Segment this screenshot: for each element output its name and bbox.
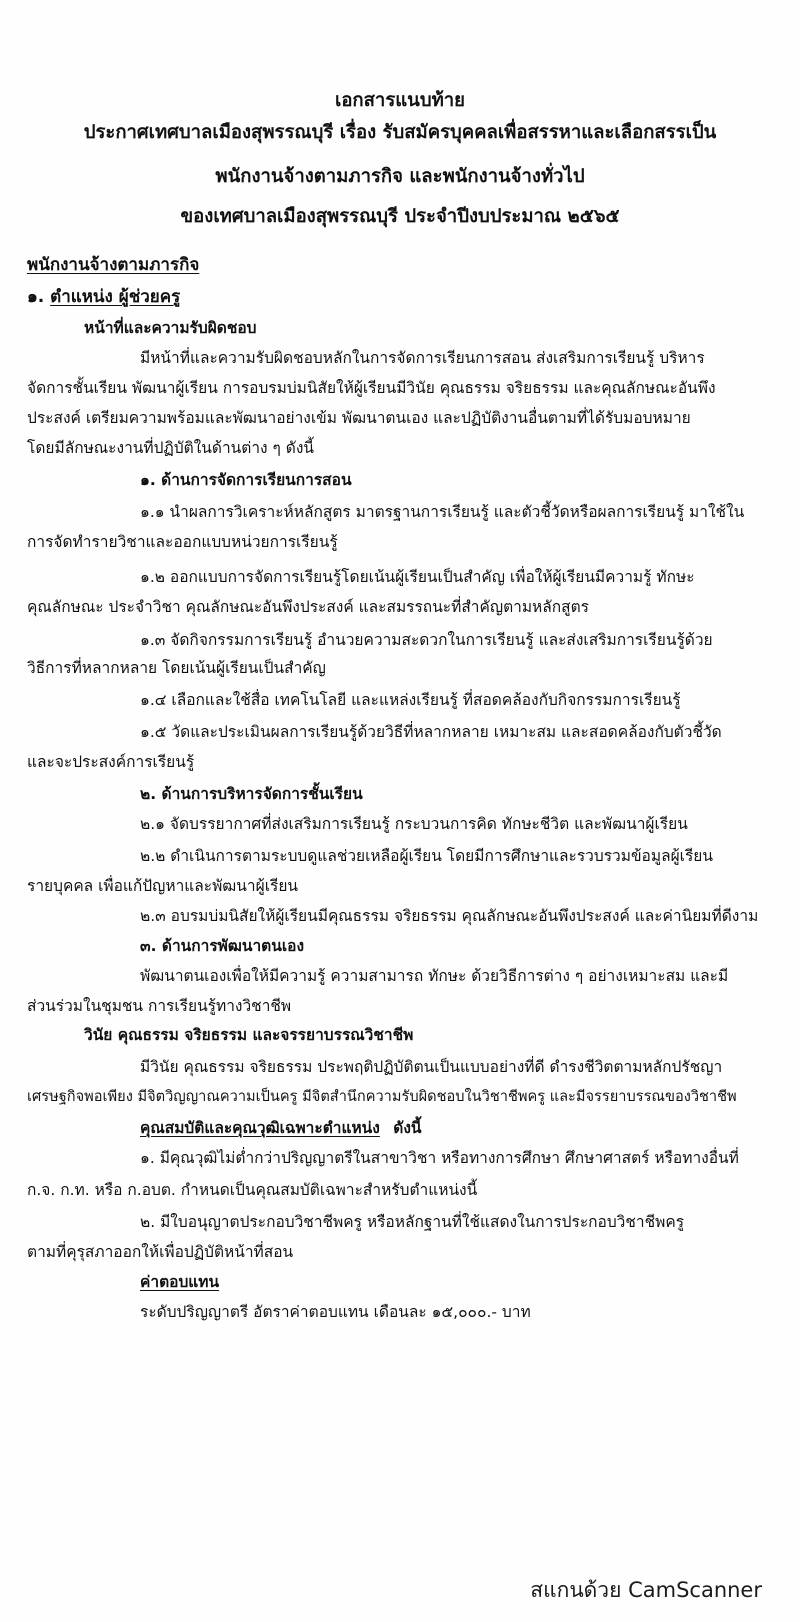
position-heading — [27, 287, 180, 307]
discipline-heading: วินัย คุณธรรม จริยธรรม และจรรยาบรรณวิชาชีพ — [84, 1026, 414, 1044]
group1-heading: ๑. ด้านการจัดการเรียนการสอน — [140, 471, 352, 489]
item-1-3-cont: วิธีการที่หลากหลาย โดยเน้นผู้เรียนเป็นสำคัญ — [27, 659, 326, 677]
duties-intro-line: จัดการชั้นเรียน พัฒนาผู้เรียน การอบรมบ่มนิสัยให้ผู้เรียนมีวินัย คุณธรรม จริยธรรม และคุณลักษณะอันพึง — [27, 379, 716, 397]
qualifications-heading — [140, 1118, 421, 1138]
item-2-1: ๒.๑ จัดบรรยากาศที่ส่งเสริมการเรียนรู้ กระบวนการคิด ทักษะชีวิต และพัฒนาผู้เรียน — [140, 815, 688, 833]
section-title: พนักงานจ้างตามภารกิจ — [27, 255, 200, 275]
qualifications-suffix: ดังนี้ — [393, 1119, 422, 1137]
qualifications-title: คุณสมบัติและคุณวุฒิเฉพาะตำแหน่ง — [140, 1119, 380, 1137]
qualification-item-1-cont: ก.จ. ก.ท. หรือ ก.อบต. กำหนดเป็นคุณสมบัติเฉพาะสำหรับตำแหน่งนี้ — [27, 1181, 478, 1199]
doc-title-employee-types: พนักงานจ้างตามภารกิจ และพนักงานจ้างทั่วไป — [215, 166, 585, 187]
compensation-heading: ค่าตอบแทน — [140, 1273, 220, 1291]
doc-title-attachment: เอกสารแนบท้าย — [335, 90, 465, 111]
group2-heading: ๒. ด้านการบริหารจัดการชั้นเรียน — [140, 785, 363, 803]
discipline-text-cont: เศรษฐกิจพอเพียง มีจิตวิญญาณความเป็นครู มีจิตสำนึกความรับผิดชอบในวิชาชีพครู และมีจรรยาบรรณของวิชาชีพ — [27, 1088, 737, 1105]
discipline-text: มีวินัย คุณธรรม จริยธรรม ประพฤติปฏิบัติตนเป็นแบบอย่างที่ดี ดำรงชีวิตตามหลักปรัชญา — [140, 1058, 723, 1076]
qualification-item-2: ๒. มีใบอนุญาตประกอบวิชาชีพครู หรือหลักฐานที่ใช้แสดงในการประกอบวิชาชีพครู — [140, 1213, 685, 1231]
group3-text: พัฒนาตนเองเพื่อให้มีความรู้ ความสามารถ ทักษะ ด้วยวิธีการต่าง ๆ อย่างเหมาะสม และมี — [140, 967, 729, 985]
item-1-2-cont: คุณลักษณะ ประจำวิชา คุณลักษณะอันพึงประสงค์ และสมรรถนะที่สำคัญตามหลักสูตร — [27, 598, 590, 616]
duties-heading: หน้าที่และความรับผิดชอบ — [84, 319, 257, 337]
group3-text-cont: ส่วนร่วมในชุมชน การเรียนรู้ทางวิชาชีพ — [27, 997, 292, 1015]
qualification-item-2-cont: ตามที่คุรุสภาออกให้เพื่อปฏิบัติหน้าที่สอน — [27, 1243, 294, 1261]
item-2-2: ๒.๒ ดำเนินการตามระบบดูแลช่วยเหลือผู้เรียน โดยมีการศึกษาและรวบรวมข้อมูลผู้เรียน — [140, 847, 713, 865]
item-1-1: ๑.๑ นำผลการวิเคราะห์หลักสูตร มาตรฐานการเรียนรู้ และตัวชี้วัดหรือผลการเรียนรู้ มาใช้ใน — [140, 503, 745, 521]
doc-title-announcement: ประกาศเทศบาลเมืองสุพรรณบุรี เรื่อง รับสมัครบุคคลเพื่อสรรหาและเลือกสรรเป็น — [83, 122, 717, 143]
item-1-1-cont: การจัดทำรายวิชาและออกแบบหน่วยการเรียนรู้ — [27, 533, 338, 551]
item-1-4: ๑.๔ เลือกและใช้สื่อ เทคโนโลยี และแหล่งเรียนรู้ ที่สอดคล้องกับกิจกรรมการเรียนรู้ — [140, 691, 681, 709]
duties-intro-line: ประสงค์ เตรียมความพร้อมและพัฒนาอย่างเข้ม พัฒนาตนเอง และปฏิบัติงานอื่นตามที่ได้รับมอบหมาย — [27, 409, 691, 427]
item-1-3: ๑.๓ จัดกิจกรรมการเรียนรู้ อำนวยความสะดวกในการเรียนรู้ และส่งเสริมการเรียนรู้ด้วย — [140, 631, 713, 649]
item-1-2: ๑.๒ ออกแบบการจัดการเรียนรู้โดยเน้นผู้เรียนเป็นสำคัญ เพื่อให้ผู้เรียนมีความรู้ ทักษะ — [140, 568, 695, 586]
item-1-5: ๑.๕ วัดและประเมินผลการเรียนรู้ด้วยวิธีที่หลากหลาย เหมาะสม และสอดคล้องกับตัวชี้วัด — [140, 723, 722, 741]
group3-heading: ๓. ด้านการพัฒนาตนเอง — [140, 937, 305, 955]
compensation-text: ระดับปริญญาตรี อัตราค่าตอบแทน เดือนละ ๑๕,๐๐๐.- บาท — [140, 1303, 531, 1321]
position-number: ๑. — [27, 287, 45, 307]
item-1-5-cont: และจะประสงค์การเรียนรู้ — [27, 753, 195, 771]
qualification-item-1: ๑. มีคุณวุฒิไม่ต่ำกว่าปริญญาตรีในสาขาวิชา หรือทางการศึกษา ศึกษาศาสตร์ หรือทางอื่นที่ — [140, 1149, 739, 1167]
doc-title-fiscal-year: ของเทศบาลเมืองสุพรรณบุรี ประจำปีงบประมาณ ๒๕๖๕ — [180, 206, 620, 227]
duties-intro-line: โดยมีลักษณะงานที่ปฏิบัติในด้านต่าง ๆ ดังนี้ — [27, 439, 315, 457]
duties-intro-line: มีหน้าที่และความรับผิดชอบหลักในการจัดการเรียนการสอน ส่งเสริมการเรียนรู้ บริหาร — [140, 349, 705, 367]
camscanner-watermark: สแกนด้วย CamScanner — [530, 1578, 762, 1602]
position-title: ตำแหน่ง ผู้ช่วยครู — [50, 287, 181, 307]
item-2-2-cont: รายบุคคล เพื่อแก้ปัญหาและพัฒนาผู้เรียน — [27, 877, 298, 895]
item-2-3: ๒.๓ อบรมบ่มนิสัยให้ผู้เรียนมีคุณธรรม จริยธรรม คุณลักษณะอันพึงประสงค์ และค่านิยมที่ดีงาม — [140, 907, 759, 925]
